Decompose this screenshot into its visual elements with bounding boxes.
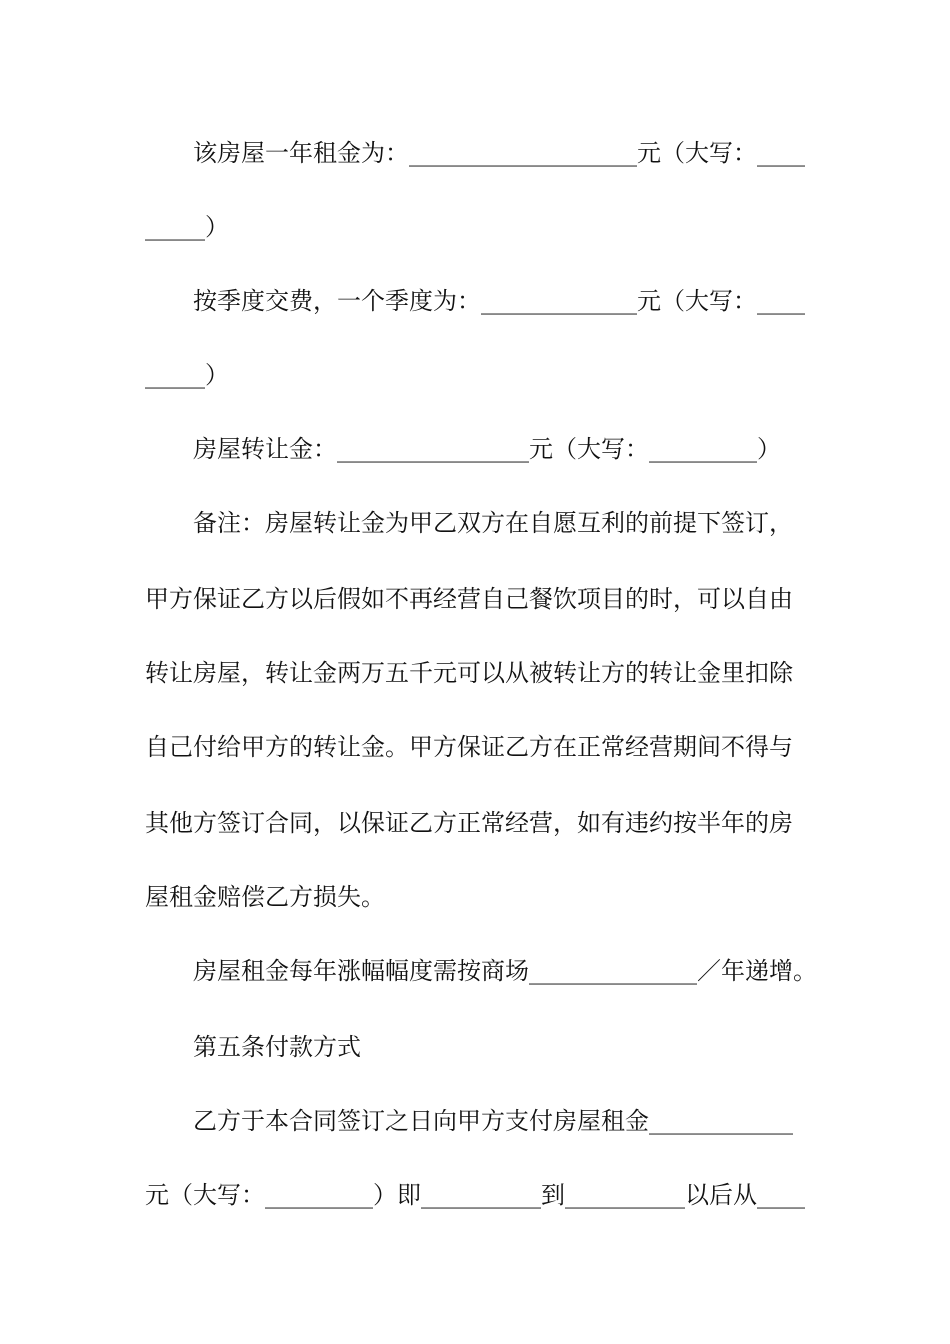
payment-line-1: 乙方于本合同签订之日向甲方支付房屋租金____________ — [193, 1107, 793, 1135]
remark-paragraph-line-5: 其他方签订合同，以保证乙方正常经营，如有违约按半年的房 — [145, 809, 793, 837]
rent-increase-line: 房屋租金每年涨幅幅度需按商场______________／年递增。 — [193, 957, 817, 985]
annual-rent-line-cont: _____） — [145, 213, 229, 241]
remark-paragraph-line-3: 转让房屋，转让金两万五千元可以从被转让方的转让金里扣除 — [145, 659, 793, 687]
section-five-heading: 第五条付款方式 — [193, 1033, 361, 1061]
remark-paragraph-line-4: 自己付给甲方的转让金。甲方保证乙方在正常经营期间不得与 — [145, 733, 793, 761]
payment-line-2: 元（大写：_________）即__________到__________以后从____ — [145, 1181, 805, 1209]
remark-paragraph-line-6: 屋租金赔偿乙方损失。 — [145, 883, 385, 911]
remark-paragraph-line-2: 甲方保证乙方以后假如不再经营自己餐饮项目的时，可以自由 — [145, 585, 793, 613]
remark-paragraph-line-1: 备注：房屋转让金为甲乙双方在自愿互利的前提下签订， — [193, 509, 793, 537]
quarterly-rent-line: 按季度交费，一个季度为：_____________元（大写：____ — [193, 287, 805, 315]
annual-rent-line: 该房屋一年租金为：___________________元（大写：____ — [193, 139, 805, 167]
quarterly-rent-line-cont: _____） — [145, 361, 229, 389]
transfer-fee-line: 房屋转让金：________________元（大写：_________） — [193, 435, 781, 463]
